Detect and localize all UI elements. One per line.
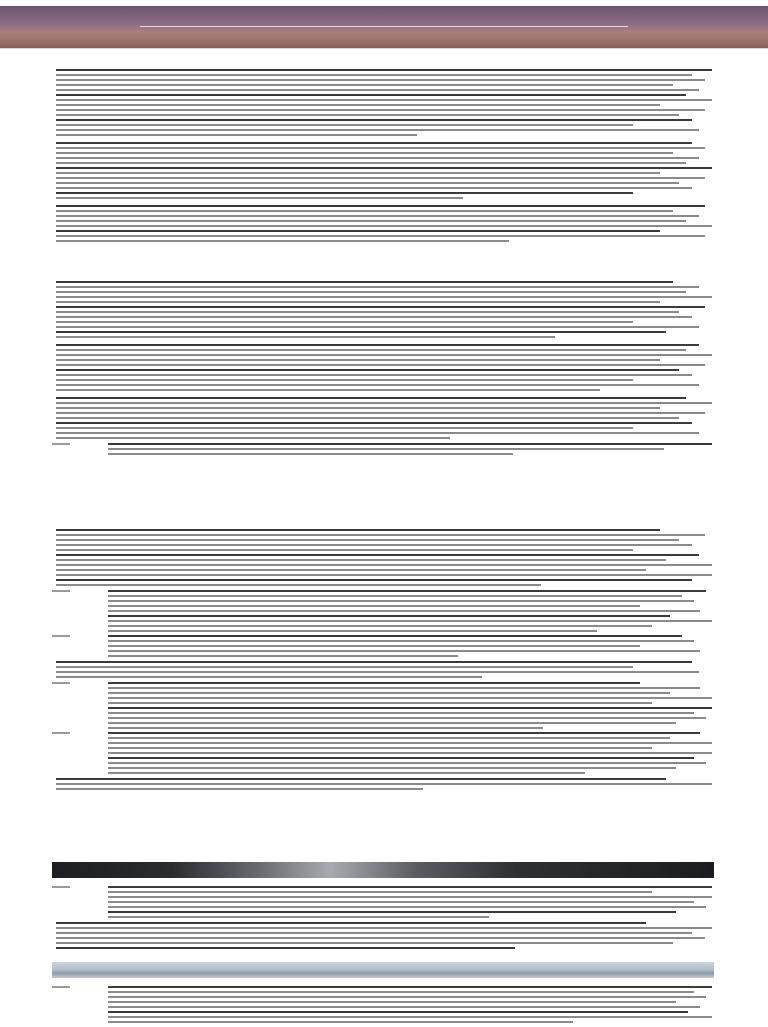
text-line-placeholder xyxy=(56,99,712,101)
bulleted-list xyxy=(56,986,712,1023)
text-line-placeholder xyxy=(56,187,692,189)
text-line-placeholder xyxy=(56,354,712,356)
text-line-placeholder xyxy=(56,584,541,586)
text-line-placeholder xyxy=(56,142,692,144)
text-line-placeholder xyxy=(56,94,686,96)
text-line-placeholder xyxy=(108,1001,676,1003)
paragraph-block xyxy=(56,205,712,242)
text-line-placeholder xyxy=(56,344,699,346)
text-line-placeholder xyxy=(56,215,699,217)
text-line-placeholder xyxy=(108,707,712,709)
text-line-placeholder xyxy=(56,427,633,429)
bullet-marker xyxy=(52,986,70,988)
text-line-placeholder xyxy=(108,605,640,607)
text-line-placeholder xyxy=(56,240,509,242)
landscape-photo-strip xyxy=(52,862,714,878)
text-line-placeholder xyxy=(56,788,423,790)
text-line-placeholder xyxy=(108,886,712,888)
text-line-placeholder xyxy=(56,104,660,106)
text-line-placeholder xyxy=(56,379,633,381)
paragraph-block xyxy=(56,397,712,439)
text-line-placeholder xyxy=(108,1021,573,1023)
text-line-placeholder xyxy=(56,349,686,351)
list-item xyxy=(56,635,712,657)
text-line-placeholder xyxy=(108,747,652,749)
text-line-placeholder xyxy=(56,79,705,81)
bullet-marker xyxy=(52,682,70,684)
text-line-placeholder xyxy=(56,384,699,386)
text-line-placeholder xyxy=(56,422,692,424)
text-line-placeholder xyxy=(56,549,633,551)
text-line-placeholder xyxy=(56,412,705,414)
text-line-placeholder xyxy=(56,197,463,199)
text-line-placeholder xyxy=(56,301,660,303)
text-line-placeholder xyxy=(56,162,686,164)
text-line-placeholder xyxy=(56,364,705,366)
text-line-placeholder xyxy=(56,947,515,949)
list-item xyxy=(56,443,712,455)
text-line-placeholder xyxy=(108,687,700,689)
text-line-placeholder xyxy=(108,702,652,704)
text-line-placeholder xyxy=(56,172,660,174)
paragraph-block xyxy=(56,922,712,949)
text-line-placeholder xyxy=(108,991,694,993)
text-line-placeholder xyxy=(56,432,699,434)
text-line-placeholder xyxy=(108,986,712,988)
text-line-placeholder xyxy=(56,437,450,439)
bullet-marker xyxy=(52,886,70,888)
text-line-placeholder xyxy=(56,336,555,338)
banner-rule xyxy=(140,26,628,27)
list-item xyxy=(56,986,712,1023)
bulleted-list xyxy=(56,682,712,774)
text-line-placeholder xyxy=(56,291,686,293)
text-line-placeholder xyxy=(56,417,679,419)
text-line-placeholder xyxy=(56,89,699,91)
text-line-placeholder xyxy=(56,326,699,328)
paragraph-block xyxy=(56,142,712,199)
text-line-placeholder xyxy=(108,911,676,913)
text-line-placeholder xyxy=(56,84,673,86)
text-line-placeholder xyxy=(56,281,673,283)
list-item xyxy=(56,886,712,918)
text-line-placeholder xyxy=(56,321,633,323)
text-line-placeholder xyxy=(56,157,699,159)
text-line-placeholder xyxy=(108,448,664,450)
text-line-placeholder xyxy=(108,767,676,769)
text-line-placeholder xyxy=(108,610,700,612)
paragraph-block xyxy=(56,778,712,790)
text-line-placeholder xyxy=(56,661,692,663)
text-line-placeholder xyxy=(56,922,646,924)
list-item xyxy=(56,682,712,729)
bulleted-list xyxy=(56,443,712,455)
text-line-placeholder xyxy=(108,762,706,764)
text-line-placeholder xyxy=(108,640,694,642)
text-line-placeholder xyxy=(56,574,712,576)
text-line-placeholder xyxy=(56,220,686,222)
text-line-placeholder xyxy=(56,676,482,678)
text-line-placeholder xyxy=(108,901,694,903)
text-line-placeholder xyxy=(56,397,686,399)
text-line-placeholder xyxy=(56,286,699,288)
paragraph-block xyxy=(56,281,712,338)
text-line-placeholder xyxy=(108,620,712,622)
text-line-placeholder xyxy=(56,147,705,149)
text-line-placeholder xyxy=(56,927,712,929)
text-line-placeholder xyxy=(56,564,712,566)
text-line-placeholder xyxy=(108,443,712,445)
text-line-placeholder xyxy=(56,544,692,546)
text-line-placeholder xyxy=(108,692,670,694)
text-line-placeholder xyxy=(108,453,513,455)
text-line-placeholder xyxy=(56,192,633,194)
text-line-placeholder xyxy=(56,359,660,361)
text-line-placeholder xyxy=(108,635,682,637)
text-line-placeholder xyxy=(56,559,666,561)
text-line-placeholder xyxy=(108,1011,688,1013)
text-line-placeholder xyxy=(56,407,660,409)
text-line-placeholder xyxy=(108,742,712,744)
text-line-placeholder xyxy=(108,645,640,647)
header-divider xyxy=(0,48,768,49)
text-line-placeholder xyxy=(108,906,706,908)
bulleted-list xyxy=(56,590,712,657)
text-line-placeholder xyxy=(56,205,705,207)
bullet-marker xyxy=(52,590,70,592)
text-line-placeholder xyxy=(56,389,600,391)
text-line-placeholder xyxy=(56,402,712,404)
article-section-2 xyxy=(56,266,712,459)
text-line-placeholder xyxy=(56,569,646,571)
text-line-placeholder xyxy=(108,625,652,627)
text-line-placeholder xyxy=(56,783,712,785)
list-item xyxy=(56,732,712,774)
text-line-placeholder xyxy=(56,230,660,232)
text-line-placeholder xyxy=(108,655,458,657)
bullet-marker xyxy=(52,635,70,637)
text-line-placeholder xyxy=(56,671,699,673)
text-line-placeholder xyxy=(56,114,679,116)
text-line-placeholder xyxy=(56,296,712,298)
section-heading xyxy=(56,266,712,277)
text-line-placeholder xyxy=(108,717,706,719)
list-item xyxy=(56,590,712,632)
bulleted-list xyxy=(56,886,712,918)
text-line-placeholder xyxy=(108,600,694,602)
text-line-placeholder xyxy=(108,1016,712,1018)
text-line-placeholder xyxy=(108,712,694,714)
text-line-placeholder xyxy=(108,1006,700,1008)
text-line-placeholder xyxy=(108,682,640,684)
text-line-placeholder xyxy=(56,124,633,126)
text-line-placeholder xyxy=(108,595,682,597)
text-line-placeholder xyxy=(108,732,700,734)
text-line-placeholder xyxy=(56,119,692,121)
bullet-marker xyxy=(52,732,70,734)
text-line-placeholder xyxy=(56,539,679,541)
sky-photo-strip xyxy=(52,962,714,978)
text-line-placeholder xyxy=(56,554,699,556)
article-section-1 xyxy=(56,54,712,245)
text-line-placeholder xyxy=(108,737,670,739)
text-line-placeholder xyxy=(108,722,676,724)
article-section-3 xyxy=(56,514,712,793)
section-heading xyxy=(56,514,712,525)
text-line-placeholder xyxy=(56,778,666,780)
text-line-placeholder xyxy=(56,74,692,76)
text-line-placeholder xyxy=(108,896,712,898)
text-line-placeholder xyxy=(108,650,700,652)
text-line-placeholder xyxy=(56,182,679,184)
text-line-placeholder xyxy=(56,579,692,581)
text-line-placeholder xyxy=(56,529,660,531)
text-line-placeholder xyxy=(56,932,692,934)
paragraph-block xyxy=(56,69,712,136)
text-line-placeholder xyxy=(108,916,489,918)
text-line-placeholder xyxy=(108,727,543,729)
text-line-placeholder xyxy=(108,615,670,617)
text-line-placeholder xyxy=(56,374,692,376)
article-continuation-2 xyxy=(56,982,712,1027)
paragraph-block xyxy=(56,661,712,678)
section-heading xyxy=(56,54,712,65)
text-line-placeholder xyxy=(56,942,673,944)
text-line-placeholder xyxy=(56,937,705,939)
text-line-placeholder xyxy=(108,996,706,998)
text-line-placeholder xyxy=(108,772,585,774)
text-line-placeholder xyxy=(56,225,712,227)
text-line-placeholder xyxy=(56,666,633,668)
text-line-placeholder xyxy=(108,697,712,699)
text-line-placeholder xyxy=(56,369,679,371)
bullet-marker xyxy=(52,443,70,445)
text-line-placeholder xyxy=(56,177,705,179)
text-line-placeholder xyxy=(56,134,417,136)
text-line-placeholder xyxy=(56,109,705,111)
text-line-placeholder xyxy=(56,152,673,154)
text-line-placeholder xyxy=(108,590,706,592)
text-line-placeholder xyxy=(108,630,597,632)
article-continuation-1 xyxy=(56,882,712,952)
text-line-placeholder xyxy=(56,69,712,71)
text-line-placeholder xyxy=(56,235,705,237)
text-line-placeholder xyxy=(56,210,673,212)
paragraph-block xyxy=(56,344,712,391)
text-line-placeholder xyxy=(108,891,652,893)
text-line-placeholder xyxy=(108,752,712,754)
text-line-placeholder xyxy=(56,311,679,313)
paragraph-block xyxy=(56,529,712,586)
text-line-placeholder xyxy=(56,331,666,333)
text-line-placeholder xyxy=(56,534,705,536)
text-line-placeholder xyxy=(56,316,692,318)
text-line-placeholder xyxy=(56,167,712,169)
text-line-placeholder xyxy=(56,306,705,308)
text-line-placeholder xyxy=(56,129,699,131)
text-line-placeholder xyxy=(108,757,694,759)
header-banner xyxy=(0,6,768,48)
